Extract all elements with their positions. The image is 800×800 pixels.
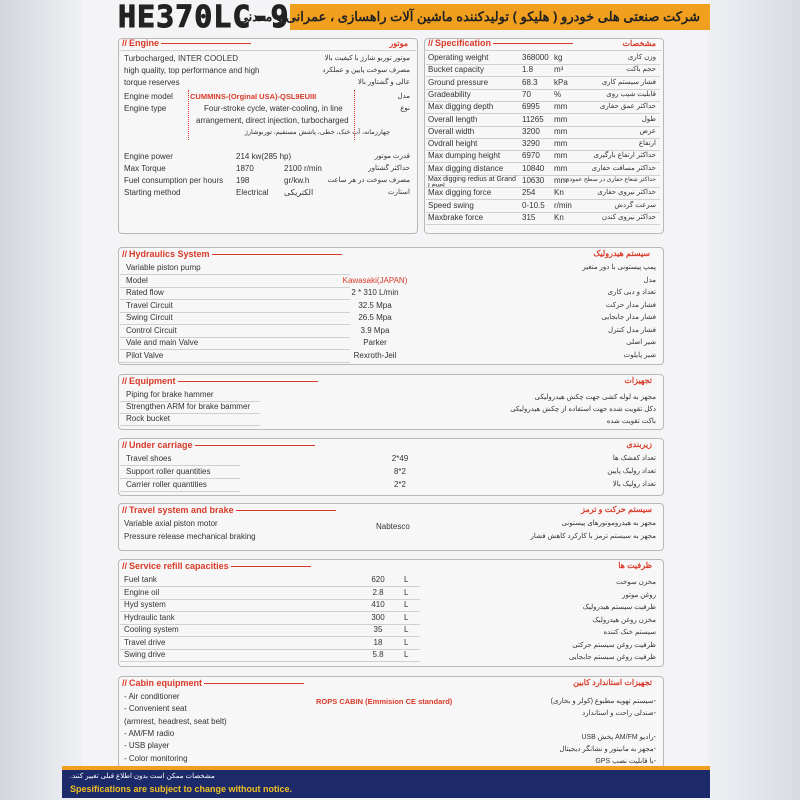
specification-heading-fa: مشخصات [622,39,656,48]
refill-unit: L [404,625,409,634]
cabin-heading: // Cabin equipment [122,678,304,688]
refill-fa: مخزن روغن هیدرولیک [592,616,656,624]
hydraulics-fa: پمپ پیستونی با دور متغیر [582,264,656,271]
refill-value: 35 [373,625,383,634]
refill-panel [118,559,664,667]
hydraulics-label: Variable piston pump [126,263,201,272]
hydraulics-fa: فشار مدل کنترل [607,326,656,334]
hydraulics-label: Rated flow [126,288,164,297]
equipment-fa: دکل تقویت شده جهت استفاده از چکش هیدرولیکی [510,406,656,413]
engine-note: high quality, top performance and high [124,66,260,75]
footer [62,770,710,798]
spec-label: Max digging force [428,188,492,198]
spec-value: 0-10.5 [522,200,545,210]
spec-unit: m³ [554,65,564,75]
hydraulics-fa: شیر پایلوت [623,351,656,359]
spec-value: 68.3 [522,77,538,87]
undercarriage-label: Carrier roller quantities [126,480,207,489]
refill-value: 300 [371,612,385,622]
spec-unit: kPa [554,77,568,87]
travel-heading-fa: سیستم حرکت و ترمز [581,505,652,514]
undercarriage-value: 2*49 [391,454,409,463]
engine-model-label: Engine model [124,92,173,101]
hydraulics-value: 2 * 310 L/min [351,288,399,297]
row-divider [120,465,240,466]
spec-fa: حداکثر نیروی کندن [601,213,656,221]
travel-heading: // Travel system and brake [122,505,336,515]
spec-unit: r/min [554,200,572,210]
cabin-feature: - AM/FM radio [124,728,175,738]
spec-value: 6995 [522,102,540,112]
undercarriage-value: 8*2 [393,467,406,476]
refill-fa: ظرفیت روغن سیستم جابجایی [568,654,656,661]
engine-model-value: CUMMINS-(Orginal USA)-QSL9EUIII [190,92,317,101]
refill-label: Swing drive [124,650,166,659]
footer-note-en: Spesifications are subject to change without notice. [70,784,293,794]
left-shadow [0,0,82,800]
engine-type-fa-value: چهارزمانه، آب خنک، خطی، پاشش مستقیم، توربوشارژ [244,129,390,136]
refill-unit: L [404,575,409,584]
spec-label: Max digging distance [428,163,504,173]
undercarriage-heading-fa: زیربندی [626,440,652,449]
spec-unit: mm [554,126,568,136]
hydraulics-label: Vale and main Valve [126,338,199,347]
spec-unit: kg [554,53,563,62]
spec-unit: mm [554,114,568,124]
engine-spec-label: Fuel consumption per hours [124,176,224,185]
spec-unit: mm [554,176,568,185]
spec-fa: طول [641,115,656,123]
row-divider [120,362,350,363]
engine-spec-fa: حداکثر گشتاور [368,165,410,172]
spec-value: 10840 [522,163,545,173]
cabin-feature-fa: -سیستم تهویه مطبوع (کولر و بخاری) [550,698,656,705]
hydraulics-heading-fa: سیستم هیدرولیک [593,249,650,258]
refill-label: Cooling system [124,625,179,634]
cabin-feature-fa: -رادیو AM/FM پخش USB [581,734,656,741]
spec-fa: سرعت گردش [614,201,656,209]
equipment-label: Strengthen ARM for brake bammer [126,402,251,411]
refill-value: 2.8 [372,587,384,597]
hydraulics-fa: تعداد و دبی کاری [607,289,656,296]
hydraulics-value: Parker [363,338,387,347]
hydraulics-label: Control Circuit [126,325,177,335]
refill-label: Engine oil [124,587,160,597]
undercarriage-heading: // Under carriage [122,440,315,450]
refill-fa: سیستم خنک کننده [603,629,656,636]
spec-label: Ovdrall height [428,139,478,149]
engine-spec-value: Electrical [236,188,269,197]
engine-note-fa: موتور توربو شارژ با کیفیت بالا [324,55,410,62]
spec-fa: حداکثر عمق حفاری [599,103,656,111]
hydraulics-label: Travel Circuit [126,300,173,310]
spec-unit: % [554,89,562,99]
equipment-fa: مجهز به لوله کشی جهت چکش هیدرولیکی [534,394,656,401]
engine-model-fa: مدل [397,93,410,100]
hydraulics-value: Rexroth-Jeil [353,350,397,360]
rops-cabin-label: ROPS CABIN (Emmision CE standard) [316,697,453,706]
divider [424,50,662,51]
equipment-heading-fa: تجهیزات [624,376,652,385]
undercarriage-fa: تعداد رولیک بالا [612,481,656,488]
travel-label: Pressure release mechanical braking [124,532,256,541]
engine-heading-fa: موتور [389,39,408,48]
divider [188,90,190,140]
right-shadow [708,0,800,800]
spec-label: Speed swing [428,200,474,210]
engine-spec-fa: مصرف سوخت در هر ساعت [327,177,410,184]
engine-spec-value: 214 kw(285 hp) [236,152,292,161]
spec-unit: Kn [554,188,564,198]
equipment-label: Rock bucket [126,414,171,423]
engine-spec-unit: 2100 r/min [284,164,322,173]
hydraulics-label: Model [126,275,148,285]
spec-label: Operating weight [428,53,489,62]
cabin-feature-fa: -صندلی راحت و استاندارد [582,710,656,717]
company-banner: شرکت صنعتی هلی خودرو ( هلیکو ) تولیدکننده ماشین آلات راهسازی ، عمرانی و معدنی [290,4,710,30]
spec-fa: حداکثر شعاع حفاری در سطح عمودی [564,177,656,183]
spec-label: Overall width [428,126,475,136]
refill-value: 410 [371,600,385,609]
engine-note-fa: عالی و گشتاور بالا [357,79,410,86]
engine-note: Turbocharged, INTER COOLED [124,54,238,63]
spec-label: Max digging redius at Grand [428,176,516,183]
cabin-heading-fa: تجهیزات استاندارد کابین [573,678,652,687]
spec-value: 3290 [522,139,540,149]
engine-type-line2: arrangement, direct injection, turbocharged [196,116,349,125]
spec-label: Max dumping height [428,151,501,161]
spec-value: 368000 [522,53,549,62]
undercarriage-value: 2*2 [393,480,406,489]
spec-unit: mm [554,151,568,161]
spec-value: 1.8 [522,65,534,75]
hydraulics-fa: فشار مدار حرکت [605,301,656,309]
hydraulics-value: Kawasaki(JAPAN) [342,275,408,285]
refill-label: Hyd system [124,600,166,609]
spec-fa: حجم باکت [626,66,656,74]
row-divider [426,224,660,225]
refill-value: 620 [371,575,385,584]
spec-fa: ارتفاع [638,140,656,148]
model-title: HE370LC-9 [118,0,290,35]
spec-label: Ground pressure [428,77,489,87]
refill-heading-fa: ظرفیت ها [618,561,652,570]
cabin-feature-fa: -مجهز به مانیتور و نشانگر دیجیتال [559,746,656,753]
spec-value: 315 [522,212,536,222]
cabin-feature: - Color monitoring [124,753,188,763]
row-divider [120,478,240,479]
spec-fa: حداکثر مسافت حفاری [591,164,656,172]
refill-label: Travel drive [124,637,166,647]
undercarriage-fa: تعداد رولیک پایین [607,468,656,475]
cabin-feature-fa: -با قابلیت نصب GPS [595,758,656,765]
refill-fa: مخزن سوخت [616,579,656,586]
engine-heading: // Engine [122,38,251,48]
cabin-feature: - Convenient seat [124,704,187,714]
engine-type-line1: Four-stroke cycle, water-cooling, in line [204,104,343,113]
refill-unit: L [404,612,409,622]
spec-value: 254 [522,188,536,198]
travel-fa: مجهز به هیدروموتورهای پیستونی [561,520,656,527]
engine-spec-unit: الکتریکی [284,188,314,197]
hydraulics-fa: مدل [643,276,656,284]
spec-fa: وزن کاری [627,54,656,61]
row-divider [120,491,240,492]
spec-fa: قابلیت شیب روی [606,90,656,98]
spec-label: Max digging depth [428,102,494,112]
engine-spec-fa: قدرت موتور [374,153,410,160]
spec-label: Bucket capacity [428,65,485,75]
travel-label: Variable axial piston motor [124,519,218,528]
engine-note: torque reserves [124,78,180,87]
spec-label: Maxbrake force [428,212,484,222]
engine-spec-value: 198 [236,176,250,185]
engine-spec-fa: استارت [387,189,410,196]
hydraulics-label: Swing Circuit [126,313,173,322]
spec-unit: Kn [554,212,564,222]
refill-fa: روغن موتور [621,591,656,599]
specification-heading: // Specification [428,38,573,48]
engine-spec-label: Engine power [124,152,173,161]
footer-note-fa: مشخصات ممکن است بدون اطلاع قبلی تغییر کنند. [70,773,215,780]
engine-note-fa: مصرف سوخت پایین و عملکرد [322,67,410,74]
divider [354,90,356,140]
spec-label: Overall length [428,114,478,124]
spec-unit: mm [554,102,568,112]
equipment-fa: باکت تقویت شده [606,418,656,425]
spec-value: 70 [522,89,531,99]
row-divider [120,661,420,662]
spec-value: 11265 [522,114,544,124]
hydraulics-label: Pilot Valve [126,350,164,360]
engine-spec-label: Starting method [124,188,181,197]
spec-fa: فشار سیستم کاری [601,78,656,86]
spec-label: Gradeability [428,89,471,99]
refill-label: Fuel tank [124,575,157,584]
refill-value: 18 [373,637,383,647]
spec-fa: حداکثر نیروی حفاری [597,189,656,197]
equipment-label: Piping for brake hammer [126,390,214,399]
cabin-feature: - Air conditioner [124,692,180,701]
cabin-feature: - USB player [124,741,170,751]
refill-unit: L [404,587,409,597]
spec-unit: mm [554,163,568,173]
spec-value: 6970 [522,151,540,161]
equipment-heading: // Equipment [122,376,318,386]
refill-heading: // Service refill capacities [122,561,311,571]
row-divider [120,274,350,275]
refill-value: 5.8 [372,650,384,659]
spec-fa: حداکثر ارتفاع بارگیری [593,152,656,160]
hydraulics-value: 32.5 Mpa [358,300,392,310]
engine-type-label: Engine type [124,104,167,113]
refill-unit: L [404,600,409,609]
row-divider [120,425,260,426]
engine-spec-unit: gr/kw.h [284,176,310,185]
undercarriage-label: Travel shoes [126,454,172,463]
travel-value: Nabtesco [376,522,410,531]
cabin-feature: (armrest, headrest, seat belt) [124,716,227,726]
spec-unit: mm [554,139,568,149]
engine-spec-label: Max Torque [124,164,166,173]
engine-spec-value: 1870 [236,164,254,173]
hydraulics-value: 3.9 Mpa [360,325,390,335]
undercarriage-fa: تعداد کفشک ها [612,455,656,462]
refill-unit: L [404,637,409,647]
refill-label: Hydraulic tank [124,612,175,622]
refill-fa: ظرفیت سیستم هیدرولیک [582,604,656,611]
travel-fa: مجهز به سیستم ترمز با کارکرد کاهش فشار [530,533,656,540]
undercarriage-label: Support roller quantities [126,467,211,476]
spec-value: 10630 [522,176,545,185]
refill-unit: L [404,650,409,659]
spec-fa: عرض [639,127,656,135]
refill-fa: ظرفیت روغن سیستم حرکتی [572,641,656,649]
hydraulics-fa: شیر اصلی [626,339,656,346]
divider [118,50,416,51]
spec-value: 3200 [522,126,540,136]
hydraulics-value: 26.5 Mpa [358,313,392,322]
hydraulics-heading: // Hydraulics System [122,249,342,259]
engine-type-fa: نوع [400,105,410,112]
hydraulics-fa: فشار مدار جابجایی [601,314,656,321]
